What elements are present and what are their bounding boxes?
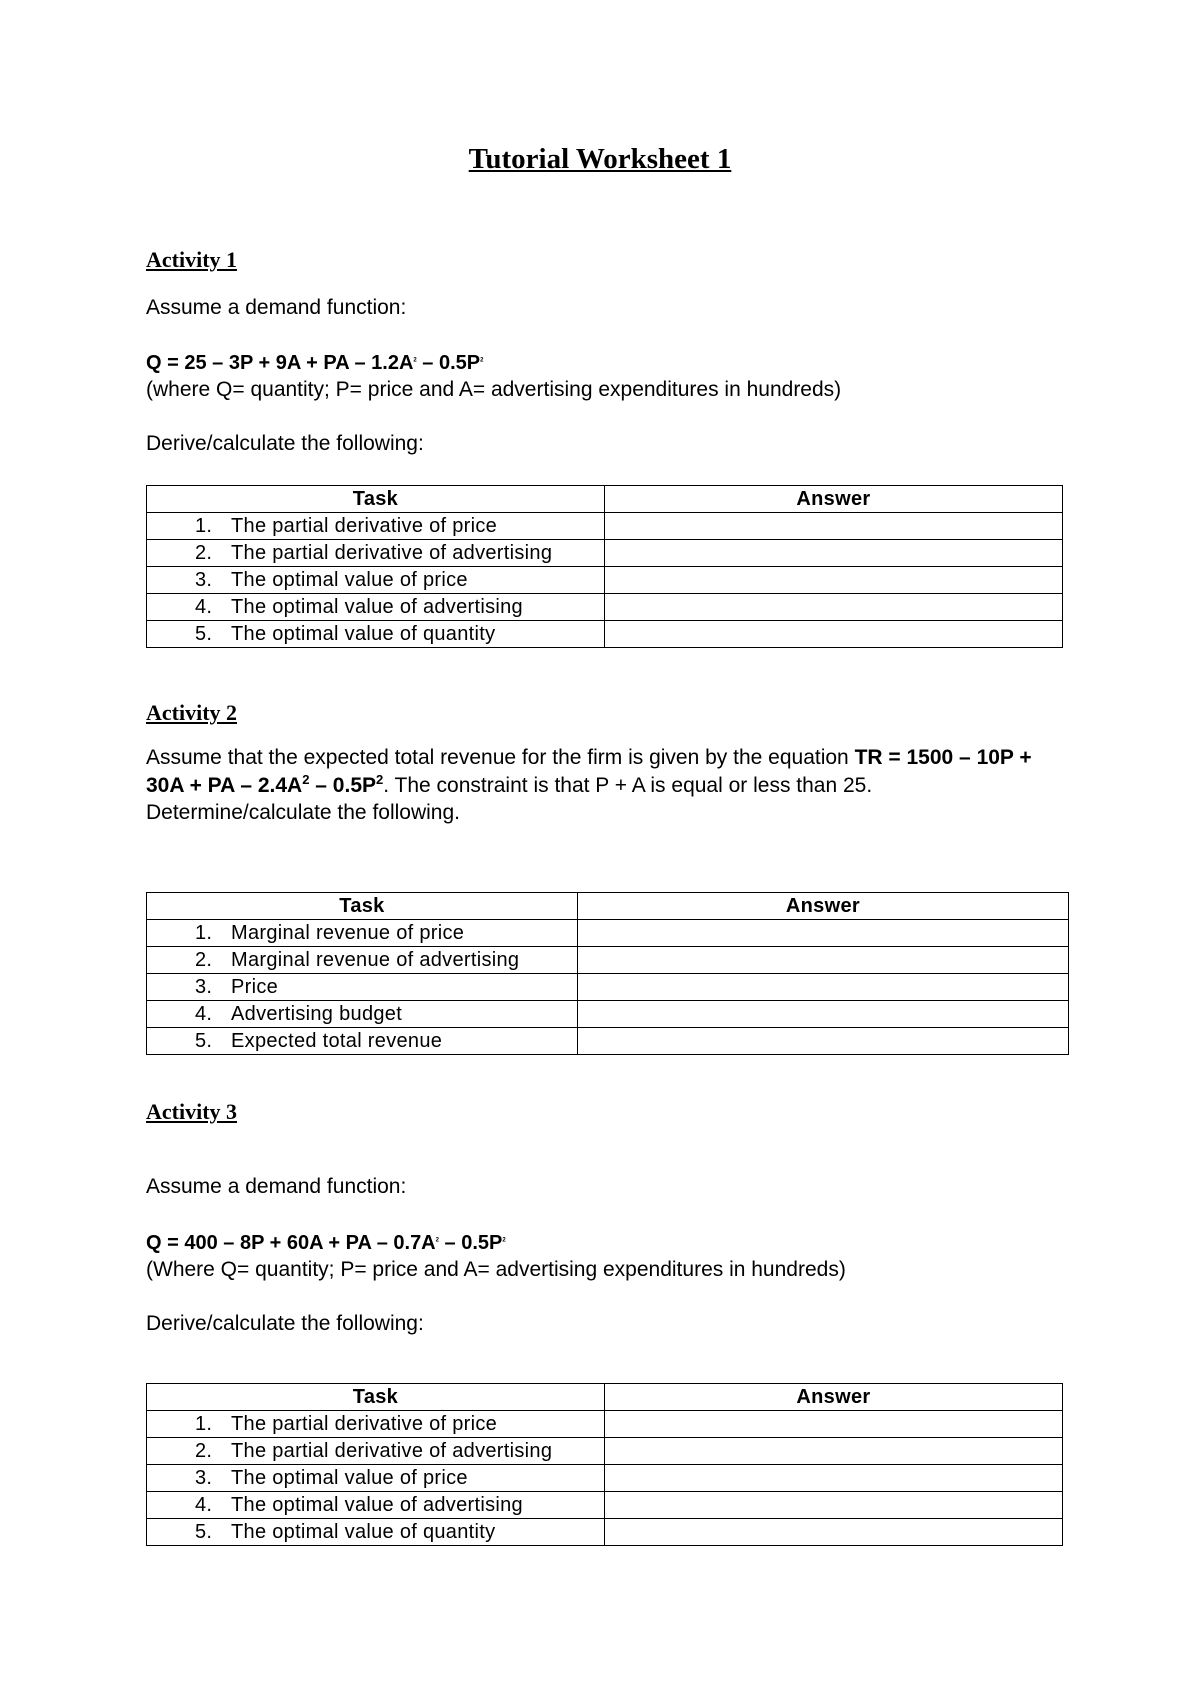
answer-cell[interactable] <box>577 920 1068 947</box>
answer-cell[interactable] <box>604 621 1062 648</box>
task-cell <box>147 1411 605 1438</box>
answer-cell[interactable] <box>604 1492 1062 1519</box>
table-row <box>147 540 1063 567</box>
activity-1-instruction: Derive/calculate the following: <box>146 432 424 455</box>
activity-1-equation-part2: – 0.5P <box>416 352 481 374</box>
task-cell <box>147 1028 578 1055</box>
task-cell <box>147 1519 605 1546</box>
table-row <box>147 1438 1063 1465</box>
task-column-header: Task <box>147 893 578 920</box>
task-label: The partial derivative of price <box>231 515 498 537</box>
table-header-row <box>147 486 1063 513</box>
task-label: The optimal value of price <box>231 1467 468 1489</box>
table-row <box>147 1492 1063 1519</box>
table-row <box>147 1028 1069 1055</box>
activity-1-table <box>146 485 1063 648</box>
task-label: The partial derivative of price <box>231 1413 498 1435</box>
task-cell <box>147 1465 605 1492</box>
answer-cell[interactable] <box>604 594 1062 621</box>
answer-cell[interactable] <box>577 1001 1068 1028</box>
task-number: 2. <box>195 1440 213 1462</box>
task-cell <box>147 1438 605 1465</box>
table-row <box>147 1519 1063 1546</box>
answer-cell[interactable] <box>604 513 1062 540</box>
activity-1-equation-exp2: 2 <box>480 357 484 364</box>
activity-2-equation-exp2: 2 <box>376 771 384 787</box>
task-column-header: Task <box>147 486 605 513</box>
activity-3-equation-part1: Q = 400 – 8P + 60A + PA – 0.7A <box>146 1232 436 1254</box>
task-label: The partial derivative of advertising <box>231 1440 553 1462</box>
answer-column-header: Answer <box>604 1384 1062 1411</box>
answer-cell[interactable] <box>604 1519 1062 1546</box>
table-row <box>147 567 1063 594</box>
activity-2-heading: Activity 2 <box>146 700 238 725</box>
activity-3-where: (Where Q= quantity; P= price and A= advertising expenditures in hundreds) <box>146 1258 846 1281</box>
page-title: Tutorial Worksheet 1 <box>468 143 732 175</box>
table-row <box>147 1001 1069 1028</box>
table-row <box>147 920 1069 947</box>
table-row <box>147 974 1069 1001</box>
task-number: 1. <box>195 922 213 944</box>
task-number: 1. <box>195 1413 213 1435</box>
task-number: 4. <box>195 1003 213 1025</box>
answer-cell[interactable] <box>604 540 1062 567</box>
task-label: The partial derivative of advertising <box>231 542 553 564</box>
task-number: 4. <box>195 596 213 618</box>
task-label: Expected total revenue <box>231 1030 443 1052</box>
task-number: 2. <box>195 949 213 971</box>
task-cell <box>147 567 605 594</box>
answer-cell[interactable] <box>577 974 1068 1001</box>
task-number: 2. <box>195 542 213 564</box>
activity-1-intro: Assume a demand function: <box>146 296 407 319</box>
task-cell <box>147 1492 605 1519</box>
task-cell <box>147 540 605 567</box>
activity-2-text-after: . The constraint is that P + A is equal or less than 25. Determine/calculate the following. <box>146 773 873 824</box>
activity-3-equation-part2: – 0.5P <box>438 1232 503 1254</box>
task-cell <box>147 621 605 648</box>
task-label: The optimal value of price <box>231 569 468 591</box>
task-label: Marginal revenue of price <box>231 922 465 944</box>
task-cell <box>147 974 578 1001</box>
activity-1-equation-part1: Q = 25 – 3P + 9A + PA – 1.2A <box>146 352 414 374</box>
task-number: 4. <box>195 1494 213 1516</box>
answer-cell[interactable] <box>604 1438 1062 1465</box>
table-row <box>147 1465 1063 1492</box>
activity-3-intro: Assume a demand function: <box>146 1175 407 1198</box>
answer-cell[interactable] <box>577 947 1068 974</box>
table-row <box>147 513 1063 540</box>
table-row <box>147 1411 1063 1438</box>
task-number: 5. <box>195 1521 213 1543</box>
activity-2-equation-exp1: 2 <box>302 771 310 787</box>
task-cell <box>147 594 605 621</box>
task-label: The optimal value of quantity <box>231 1521 496 1543</box>
task-number: 3. <box>195 976 213 998</box>
activity-2-equation-part1: TR = 1500 – 10P + 30A + PA – 2.4A <box>146 746 1032 797</box>
task-label: The optimal value of advertising <box>231 596 523 618</box>
answer-cell[interactable] <box>604 1465 1062 1492</box>
activity-1-equation <box>146 352 483 375</box>
task-label: Marginal revenue of advertising <box>231 949 520 971</box>
table-row <box>147 594 1063 621</box>
task-label: Price <box>231 976 279 998</box>
task-number: 5. <box>195 623 213 645</box>
activity-3-equation-exp1: 2 <box>435 1237 439 1244</box>
task-cell <box>147 920 578 947</box>
activity-1-where: (where Q= quantity; P= price and A= advertising expenditures in hundreds) <box>146 378 842 401</box>
answer-column-header: Answer <box>604 486 1062 513</box>
task-label: The optimal value of advertising <box>231 1494 523 1516</box>
table-row <box>147 947 1069 974</box>
task-cell <box>147 1001 578 1028</box>
activity-1-equation-exp1: 2 <box>413 357 417 364</box>
task-number: 3. <box>195 1467 213 1489</box>
table-row <box>147 621 1063 648</box>
activity-2-table <box>146 892 1069 1055</box>
activity-3-heading: Activity 3 <box>146 1099 238 1124</box>
activity-2-text-before: Assume that the expected total revenue for the firm is given by the equation <box>146 746 855 769</box>
answer-cell[interactable] <box>577 1028 1068 1055</box>
task-label: The optimal value of quantity <box>231 623 496 645</box>
activity-3-equation <box>146 1232 506 1255</box>
activity-3-table <box>146 1383 1063 1546</box>
task-cell <box>147 513 605 540</box>
activity-2-paragraph <box>146 744 1046 827</box>
task-column-header: Task <box>147 1384 605 1411</box>
activity-1-heading: Activity 1 <box>146 247 238 272</box>
answer-cell[interactable] <box>604 1411 1062 1438</box>
activity-3-equation-exp2: 2 <box>502 1237 506 1244</box>
table-header-row <box>147 1384 1063 1411</box>
task-cell <box>147 947 578 974</box>
activity-2-equation-part2: – 0.5P <box>309 773 377 797</box>
task-number: 1. <box>195 515 213 537</box>
task-number: 3. <box>195 569 213 591</box>
answer-cell[interactable] <box>604 567 1062 594</box>
table-header-row <box>147 893 1069 920</box>
activity-3-instruction: Derive/calculate the following: <box>146 1312 424 1335</box>
task-number: 5. <box>195 1030 213 1052</box>
answer-column-header: Answer <box>577 893 1068 920</box>
task-label: Advertising budget <box>231 1003 403 1025</box>
